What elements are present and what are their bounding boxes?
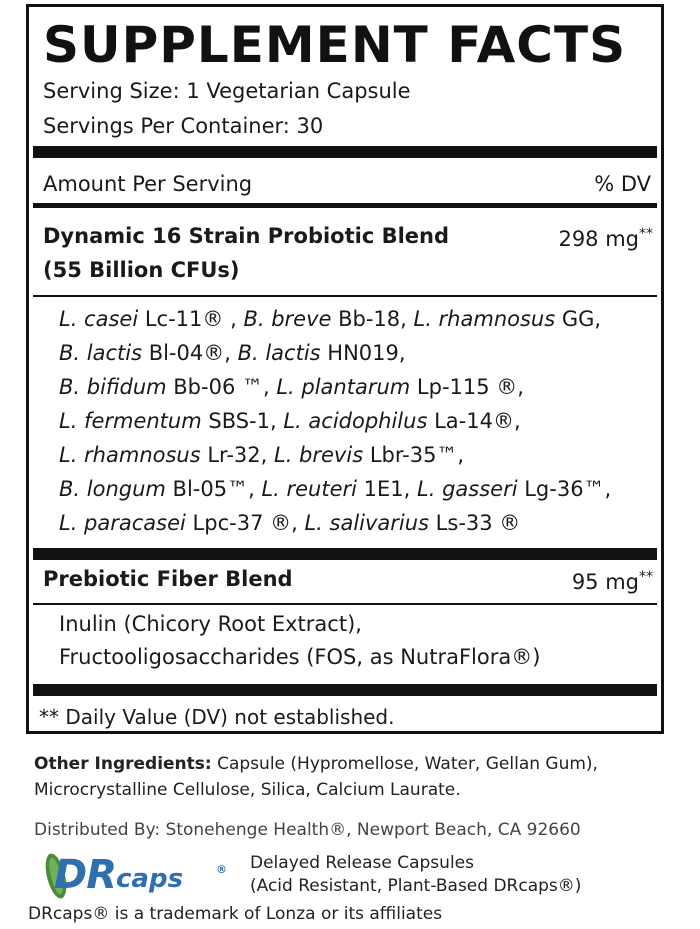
amount-per-serving-header: Amount Per Serving — [43, 172, 253, 196]
logo-caps-text: caps — [116, 864, 184, 894]
strain-species: L. brevis — [274, 443, 364, 467]
strain-species: L. plantarum — [276, 375, 411, 399]
strain-code: Lbr-35™, — [363, 443, 465, 467]
strain-line — [59, 338, 406, 368]
trademark-notice: DRcaps® is a trademark of Lonza or its affiliates — [28, 904, 443, 924]
probiotic-blend-name: Dynamic 16 Strain Probiotic Blend — [43, 224, 450, 248]
strain-species: B. bifidum — [59, 375, 167, 399]
strain-code: Bb-06 ™, — [166, 375, 277, 399]
strain-code: Bl-04®, — [142, 341, 238, 365]
prebiotic-ingredient-line: Inulin (Chicory Root Extract), — [59, 612, 362, 636]
strain-code: Lpc-37 ®, — [185, 511, 305, 535]
strain-code: Lc-11® — [138, 307, 224, 331]
strain-line — [59, 372, 524, 402]
strain-code: Lp-115 ®, — [410, 375, 524, 399]
strain-line — [59, 304, 601, 334]
thin-divider — [33, 295, 657, 297]
other-ingredients-line: Other Ingredients: Capsule (Hypromellose, Water, Gellan Gum), — [34, 754, 598, 774]
thick-divider — [33, 146, 657, 158]
strain-line — [59, 440, 464, 470]
strain-code: GG, — [555, 307, 602, 331]
strain-species: B. lactis — [59, 341, 143, 365]
medium-divider — [33, 203, 657, 208]
panel-title: SUPPLEMENT FACTS — [43, 16, 627, 74]
strain-code: Lg-36™, — [517, 477, 612, 501]
drcaps-logo — [30, 851, 240, 901]
strain-code: 1E1, — [356, 477, 418, 501]
drcaps-description: (Acid Resistant, Plant-Based DRcaps®) — [250, 876, 582, 896]
strain-species: L. gasseri — [417, 477, 518, 501]
prebiotic-blend-name: Prebiotic Fiber Blend — [43, 567, 293, 591]
strain-species: B. breve — [243, 307, 332, 331]
thick-divider — [33, 548, 657, 560]
strain-code: Ls-33 ® — [429, 511, 521, 535]
thin-divider — [33, 603, 657, 605]
servings-per-container: Servings Per Container: 30 — [43, 114, 324, 138]
logo-dr-text: DR — [54, 852, 117, 898]
probiotic-blend-amount: 298 mg** — [558, 226, 653, 251]
thick-divider — [33, 684, 657, 696]
probiotic-blend-cfu: (55 Billion CFUs) — [43, 258, 240, 282]
strain-line — [59, 474, 611, 504]
distributor-text: Distributed By: Stonehenge Health®, Newport Beach, CA 92660 — [34, 820, 581, 840]
daily-value-header: % DV — [594, 172, 651, 196]
other-ingredients-line: Microcrystalline Cellulose, Silica, Calcium Laurate. — [34, 780, 461, 800]
strain-code: HN019, — [320, 341, 406, 365]
prebiotic-blend-amount: 95 mg** — [571, 569, 653, 594]
strain-code: La-14®, — [427, 409, 521, 433]
strain-code: Bl-05™, — [165, 477, 262, 501]
supplement-facts-panel — [26, 4, 664, 734]
drcaps-description: Delayed Release Capsules — [250, 853, 474, 873]
strain-line — [59, 508, 520, 538]
daily-value-footnote: ** Daily Value (DV) not established. — [39, 705, 395, 729]
strain-code: Bb-18, — [331, 307, 414, 331]
strain-code: Lr-32, — [200, 443, 274, 467]
strain-species: L. reuteri — [261, 477, 357, 501]
strain-species: L. rhamnosus — [413, 307, 556, 331]
strain-species: L. casei — [59, 307, 139, 331]
strain-species: L. rhamnosus — [59, 443, 201, 467]
other-ingredients-label: Other Ingredients: — [34, 754, 212, 774]
strain-code: , — [223, 307, 244, 331]
strain-species: L. paracasei — [59, 511, 186, 535]
strain-species: L. fermentum — [59, 409, 202, 433]
strain-species: B. lactis — [237, 341, 321, 365]
strain-code: SBS-1, — [201, 409, 284, 433]
strain-line — [59, 406, 521, 436]
logo-registered-mark: ® — [216, 863, 227, 876]
prebiotic-ingredient-line: Fructooligosaccharides (FOS, as NutraFlora®) — [59, 645, 541, 669]
strain-species: B. longum — [59, 477, 166, 501]
serving-size: Serving Size: 1 Vegetarian Capsule — [43, 79, 411, 103]
strain-species: L. salivarius — [304, 511, 429, 535]
strain-species: L. acidophilus — [283, 409, 428, 433]
